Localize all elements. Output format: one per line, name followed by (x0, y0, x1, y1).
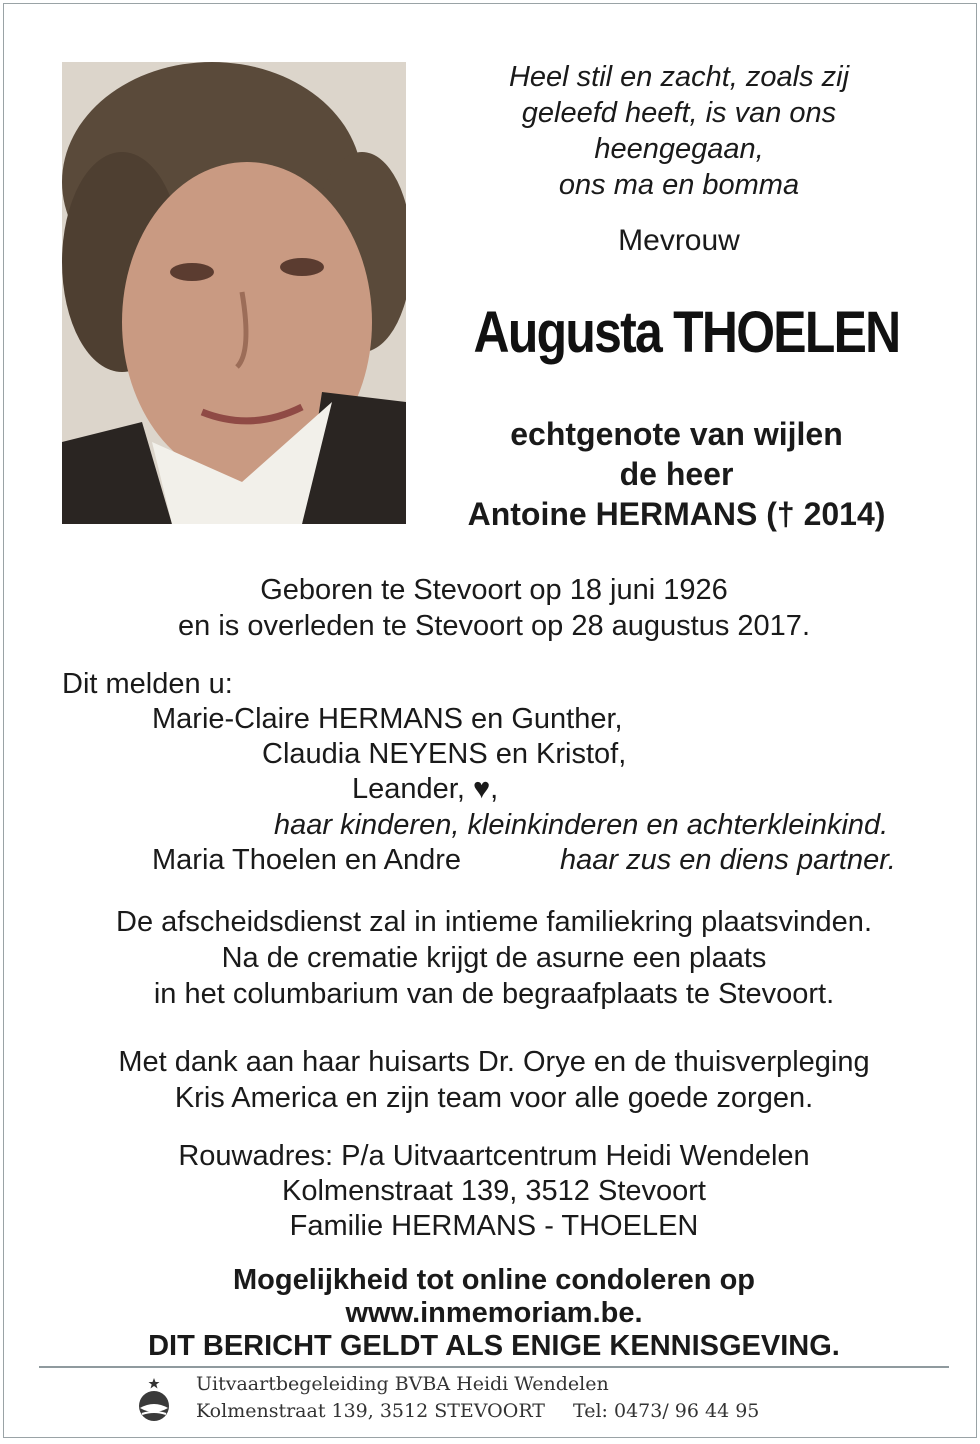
address-line: Kolmenstraat 139, 3512 Stevoort (282, 1175, 706, 1207)
poem (444, 59, 914, 203)
footer-phone: Tel: 0473/ 96 44 95 (573, 1400, 760, 1422)
family-line: Claudia NEYENS en Kristof, (262, 738, 627, 770)
service-line: De afscheidsdienst zal in intieme familiekring plaatsvinden. (116, 906, 872, 938)
birth-death-info (44, 572, 944, 644)
death-line: en is overleden te Stevoort op 28 augustus 2017. (178, 610, 810, 642)
family-line: Maria Thoelen en Andre (152, 844, 462, 876)
poem-line: ons ma en bomma (558, 169, 800, 201)
thanks-note (44, 1044, 944, 1116)
funeral-home-logo-icon (132, 1376, 176, 1424)
poem-line: Heel stil en zacht, zoals zij (508, 61, 850, 93)
notice-line: DIT BERICHT GELDT ALS ENIGE KENNISGEVING. (148, 1330, 840, 1362)
mourning-address (44, 1139, 944, 1244)
salutation: Mevrouw (618, 224, 740, 257)
thanks-line: Met dank aan haar huisarts Dr. Orye en de thuisverpleging (118, 1046, 870, 1078)
thanks-line: Kris America en zijn team voor alle goede zorgen. (174, 1082, 814, 1114)
address-line: Familie HERMANS - THOELEN (289, 1210, 699, 1242)
spouse-info (429, 414, 924, 534)
service-line: Na de crematie krijgt de asurne een plaats (221, 942, 767, 974)
footer-street: Kolmenstraat 139, 3512 STEVOORT (196, 1400, 545, 1422)
family-line: Marie-Claire HERMANS en Gunther, (152, 703, 623, 735)
family-relation: haar zus en diens partner. (560, 844, 896, 876)
spouse-line: Antoine HERMANS († 2014) (467, 496, 886, 532)
online-link[interactable]: www.inmemoriam.be. (345, 1297, 643, 1329)
address-line: Rouwadres: P/a Uitvaartcentrum Heidi Wendelen (178, 1140, 810, 1172)
service-line: in het columbarium van de begraafplaats te Stevoort. (153, 978, 835, 1010)
family-relation: haar kinderen, kleinkinderen en achterkleinkind. (274, 809, 889, 841)
birth-line: Geboren te Stevoort op 18 juni 1926 (260, 574, 728, 606)
spouse-line: echtgenote van wijlen (510, 416, 843, 452)
footer-company: Uitvaartbegeleiding BVBA Heidi Wendelen (196, 1373, 609, 1395)
family-line: Leander, ♥, (352, 773, 499, 805)
online-condolence (44, 1264, 944, 1363)
footer (196, 1371, 759, 1425)
divider (39, 1366, 949, 1368)
portrait-photo (62, 62, 406, 524)
poem-line: geleefd heeft, is van ons (521, 97, 837, 129)
poem-line: heengegaan, (594, 133, 764, 165)
obituary-card (3, 3, 977, 1438)
deceased-name: Augusta THOELEN (473, 300, 900, 365)
notified-by-intro: Dit melden u: (62, 668, 233, 700)
online-line: Mogelijkheid tot online condoleren op (233, 1264, 755, 1296)
service-info (44, 904, 944, 1012)
spouse-line: de heer (619, 456, 734, 492)
